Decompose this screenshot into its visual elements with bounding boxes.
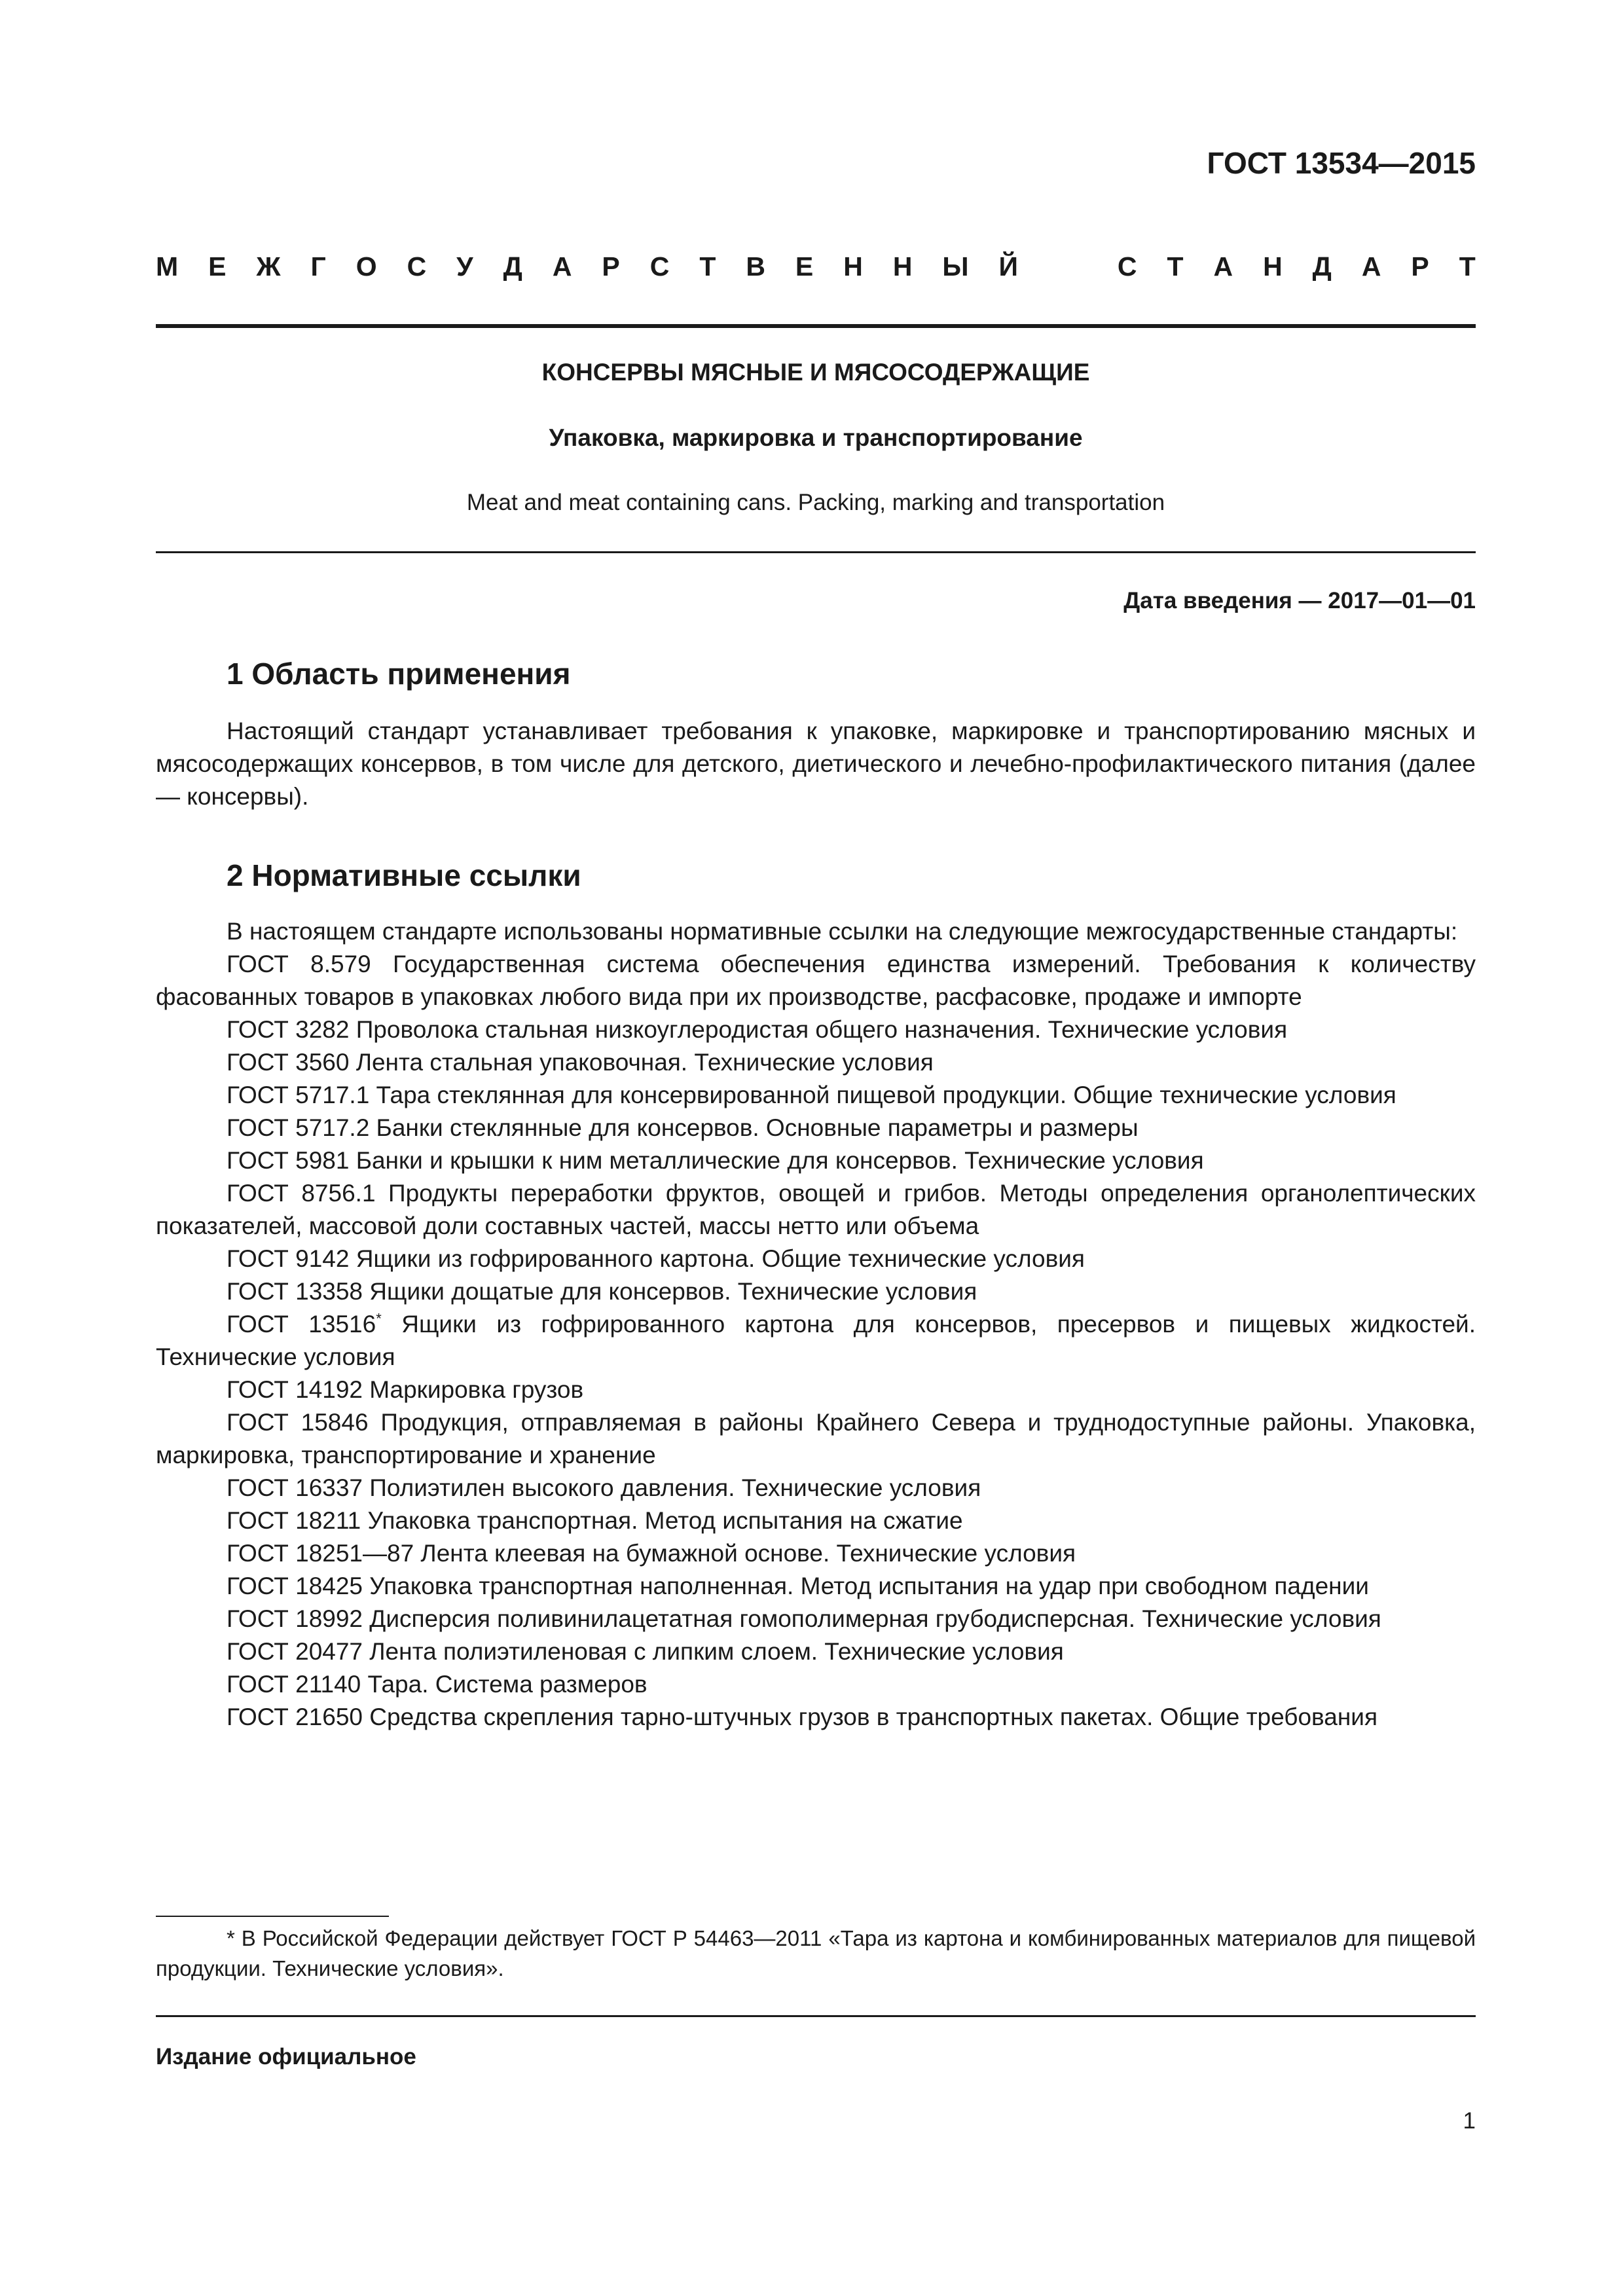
letter: Т: [1167, 251, 1184, 282]
letter: Й: [998, 251, 1018, 282]
section-2-heading: 2 Нормативные ссылки: [227, 858, 581, 892]
reference-item: ГОСТ 20477 Лента полиэтиленовая с липким слоем. Технические условия: [227, 1638, 1064, 1665]
letter: Ж: [256, 251, 281, 282]
letter: Д: [503, 251, 522, 282]
reference-code: ГОСТ 13516: [227, 1311, 376, 1338]
footnote: * В Российской Федерации действует ГОСТ Р 54463—2011 «Тара из картона и комбинированных материалов для пищевой продукции. Технические условия».: [156, 1926, 1476, 1980]
footnote-mark[interactable]: *: [376, 1310, 382, 1327]
letter: Д: [1312, 251, 1332, 282]
document-subtitle: Упаковка, маркировка и транспортирование: [549, 424, 1083, 451]
word-gap: [1048, 251, 1087, 282]
normative-references-list: [156, 915, 1476, 1734]
document-code: ГОСТ 13534—2015: [1207, 146, 1476, 180]
reference-item-13516: [156, 1308, 1476, 1374]
reference-item: ГОСТ 8756.1 Продукты переработки фруктов, овощей и грибов. Методы определения органолептических показателей, массовой доли составных частей, массы нетто или объема: [156, 1180, 1476, 1239]
reference-item: ГОСТ 18211 Упаковка транспортная. Метод испытания на сжатие: [227, 1507, 963, 1534]
letter: Н: [1263, 251, 1283, 282]
reference-item: ГОСТ 13358 Ящики дощатые для консервов. Технические условия: [227, 1278, 977, 1305]
page-number: 1: [1463, 2108, 1476, 2134]
letter: С: [407, 251, 427, 282]
reference-item: ГОСТ 21140 Тара. Система размеров: [227, 1671, 647, 1698]
introduction-date: Дата введения — 2017—01—01: [1123, 588, 1476, 613]
letter: С: [649, 251, 670, 282]
reference-title: Ящики из гофрированного картона для консервов, пресервов и пищевых жидкостей. Технические условия: [156, 1311, 1476, 1370]
reference-item: ГОСТ 18251—87 Лента клеевая на бумажной основе. Технические условия: [227, 1540, 1076, 1567]
letter: Е: [208, 251, 227, 282]
letter: Е: [795, 251, 814, 282]
letter: Г: [310, 251, 326, 282]
reference-item: ГОСТ 5717.1 Тара стеклянная для консервированной пищевой продукции. Общие технические условия: [227, 1082, 1396, 1108]
reference-item: ГОСТ 18425 Упаковка транспортная наполненная. Метод испытания на удар при свободном падении: [227, 1573, 1369, 1599]
official-edition-label: Издание официальное: [156, 2044, 416, 2069]
section-1-text: Настоящий стандарт устанавливает требования к упаковке, маркировке и транспортированию мясных и мясосодержащих консервов, в том числе для детского, диетического и лечебно-профилактического питания (далее — консервы).: [156, 718, 1476, 810]
letter: Р: [602, 251, 620, 282]
document-title: КОНСЕРВЫ МЯСНЫЕ И МЯСОСОДЕРЖАЩИЕ: [541, 359, 1090, 386]
references-intro: В настоящем стандарте использованы нормативные ссылки на следующие межгосударственные стандарты:: [227, 918, 1458, 945]
reference-item: ГОСТ 5981 Банки и крышки к ним металлические для консервов. Технические условия: [227, 1147, 1204, 1174]
letter: Т: [699, 251, 716, 282]
reference-item: ГОСТ 5717.2 Банки стеклянные для консервов. Основные параметры и размеры: [227, 1114, 1139, 1141]
letter: А: [552, 251, 572, 282]
letter: О: [356, 251, 377, 282]
reference-item: ГОСТ 18992 Дисперсия поливинилацетатная гомополимерная грубодисперсная. Технические условия: [227, 1605, 1381, 1632]
header-divider: [156, 324, 1476, 328]
letter: В: [746, 251, 765, 282]
reference-item: ГОСТ 3560 Лента стальная упаковочная. Технические условия: [227, 1049, 934, 1076]
letter: М: [156, 251, 179, 282]
reference-item: ГОСТ 16337 Полиэтилен высокого давления. Технические условия: [227, 1474, 981, 1501]
letter: Ы: [942, 251, 969, 282]
reference-item: ГОСТ 21650 Средства скрепления тарно-штучных грузов в транспортных пакетах. Общие требования: [227, 1704, 1377, 1730]
reference-item: ГОСТ 14192 Маркировка грузов: [227, 1376, 584, 1403]
title-divider: [156, 551, 1476, 553]
document-page: [156, 0, 1476, 2296]
letter: А: [1361, 251, 1381, 282]
footer-divider: [156, 2015, 1476, 2017]
letter: Р: [1411, 251, 1429, 282]
standard-type-banner: [156, 251, 1476, 282]
section-1-heading: 1 Область применения: [227, 657, 571, 691]
footnote-divider: [156, 1916, 389, 1917]
reference-item: ГОСТ 15846 Продукция, отправляемая в районы Крайнего Севера и труднодоступные районы. Упаковка, маркировка, транспортирование и хранение: [156, 1409, 1476, 1468]
english-title: Meat and meat containing cans. Packing, marking and transportation: [466, 490, 1165, 515]
letter: С: [1117, 251, 1137, 282]
reference-item: ГОСТ 8.579 Государственная система обеспечения единства измерений. Требования к количеству фасованных товаров в упаковках любого вида при их производстве, расфасовке, продаже и импорте: [156, 951, 1476, 1010]
letter: А: [1213, 251, 1233, 282]
reference-item: ГОСТ 9142 Ящики из гофрированного картона. Общие технические условия: [227, 1245, 1085, 1272]
reference-item: ГОСТ 3282 Проволока стальная низкоуглеродистая общего назначения. Технические условия: [227, 1016, 1288, 1043]
letter: У: [456, 251, 473, 282]
letter: Т: [1459, 251, 1476, 282]
letter: Н: [843, 251, 863, 282]
letter: Н: [892, 251, 913, 282]
